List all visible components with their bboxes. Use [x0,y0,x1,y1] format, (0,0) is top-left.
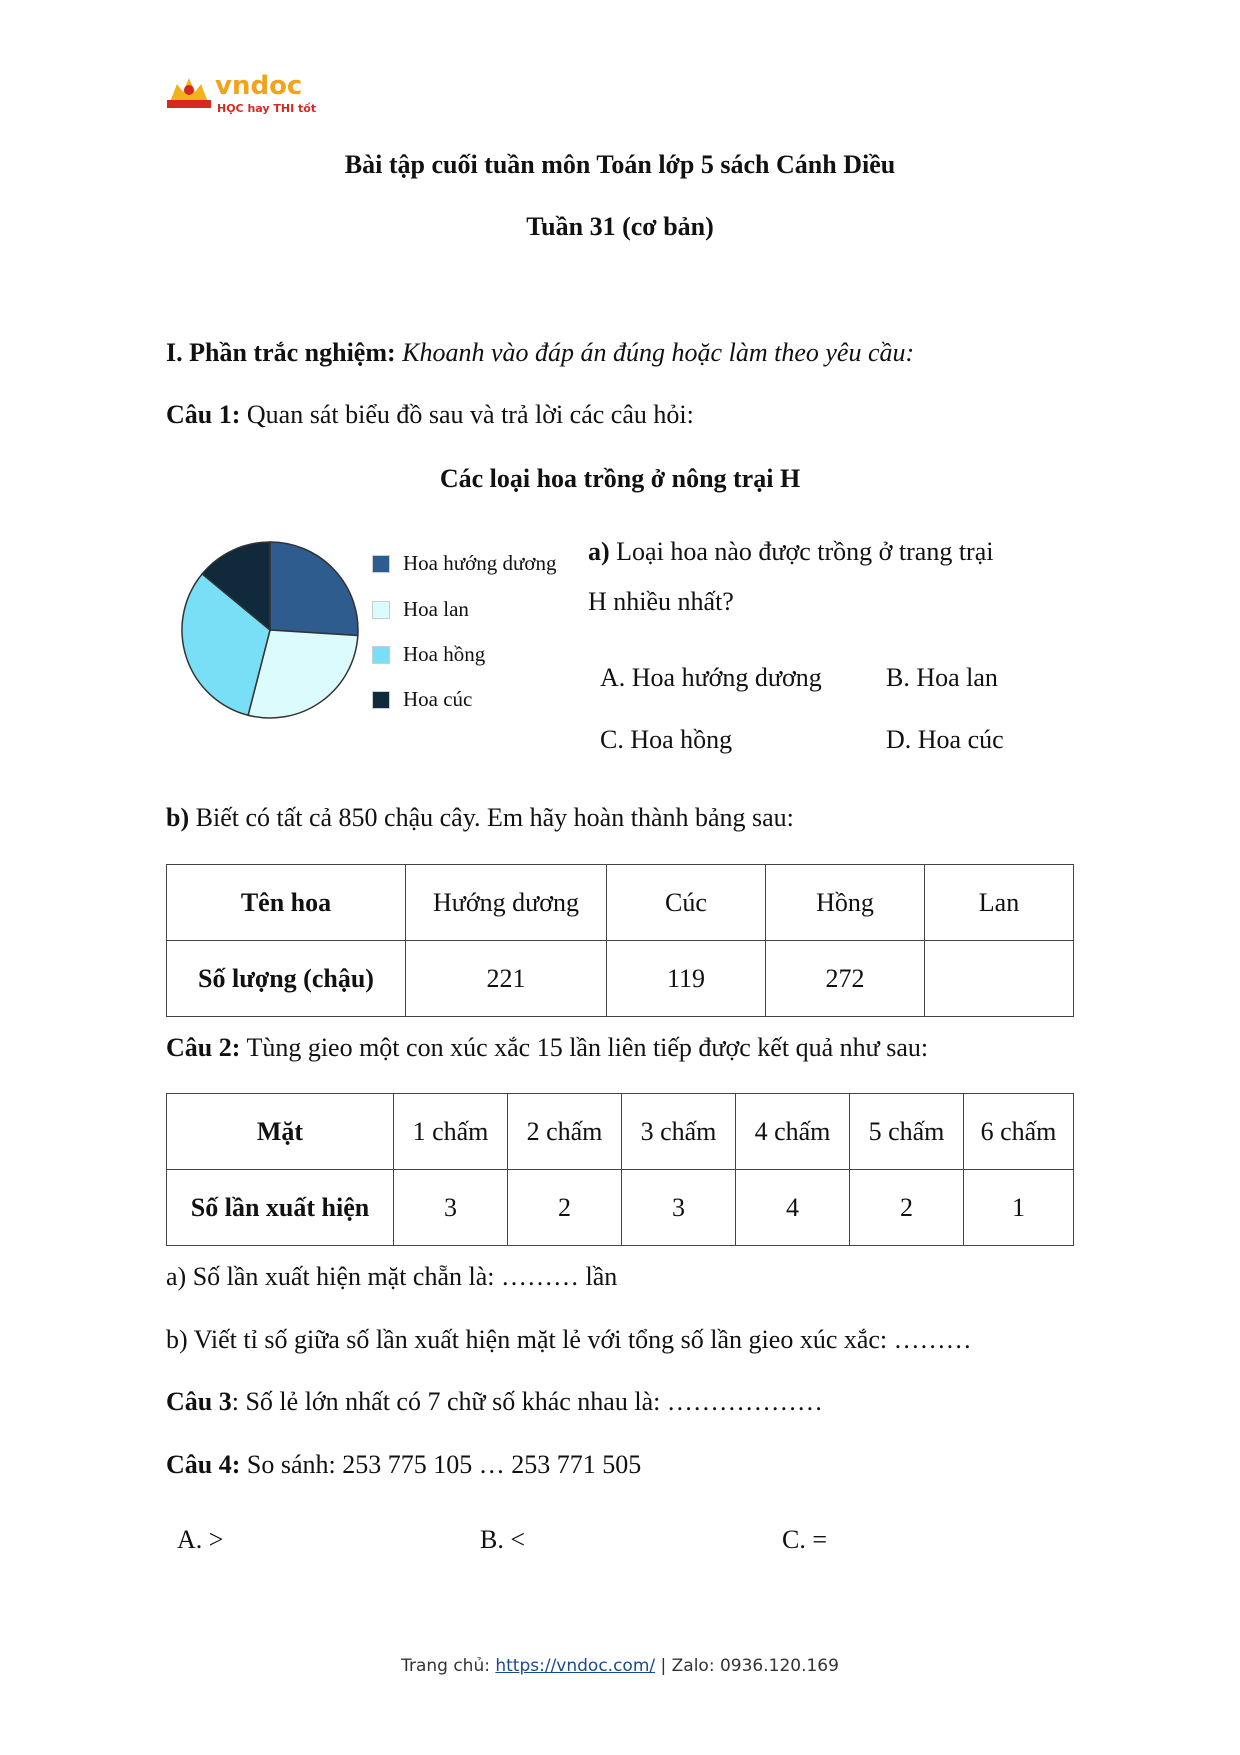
option-1a-a[interactable]: A. Hoa hướng dương [600,663,822,692]
question-3-label: Câu 3 [166,1387,232,1416]
flower-table [166,864,1074,1017]
logo-brand: vndoc [215,71,303,101]
table-cell: Số lần xuất hiện [167,1170,394,1246]
answer-cell-lan[interactable] [925,941,1074,1017]
legend-item-rose [372,642,485,667]
question-1b-label: b) [166,803,190,832]
footer-prefix: Trang chủ: [401,1656,496,1676]
question-1 [166,400,694,430]
table-cell: 3 [622,1170,736,1246]
legend-item-sunflower [372,551,556,576]
table-row [167,1094,1074,1170]
question-1-text: Quan sát biểu đồ sau và trả lời các câu hỏi: [246,400,694,429]
table-cell: 3 [394,1170,508,1246]
table-cell: 2 chấm [508,1094,622,1170]
legend-item-chrysanthemum [372,687,472,712]
section-instruction: Khoanh vào đáp án đúng hoặc làm theo yêu cầu: [402,338,915,367]
pie-chart [176,536,364,724]
option-1a-c[interactable]: C. Hoa hồng [600,725,733,754]
table-cell: 5 chấm [850,1094,964,1170]
question-2-text: Tùng gieo một con xúc xắc 15 lần liên tiếp được kết quả như sau: [246,1033,929,1062]
question-2a: a) Số lần xuất hiện mặt chẵn là: ……… lần [166,1262,618,1291]
option-1a-b[interactable]: B. Hoa lan [886,663,998,692]
dice-table [166,1093,1074,1246]
table-cell: 221 [406,941,607,1017]
table-cell: Hướng dương [406,865,607,941]
legend-label-sunflower: Hoa hướng dương [403,551,557,575]
table-cell: 4 chấm [736,1094,850,1170]
question-1-label: Câu 1: [166,400,241,429]
table-cell: 3 chấm [622,1094,736,1170]
table-cell: 1 chấm [394,1094,508,1170]
legend-label-rose: Hoa hồng [403,642,486,666]
question-4-label: Câu 4: [166,1450,241,1479]
legend-label-chrysanthemum: Hoa cúc [403,687,473,711]
page-title: Bài tập cuối tuần môn Toán lớp 5 sách Cánh Diều [344,150,896,179]
question-1b [166,803,794,833]
question-1a [588,537,993,567]
question-2 [166,1033,928,1063]
table-cell: 4 [736,1170,850,1246]
table-cell: Tên hoa [167,865,406,941]
table-cell: 2 [508,1170,622,1246]
question-2-label: Câu 2: [166,1033,241,1062]
table-cell: 1 [964,1170,1074,1246]
option-4-a[interactable]: A. > [177,1525,224,1554]
table-cell: 2 [850,1170,964,1246]
legend-swatch-orchid [372,601,390,619]
table-cell: Số lượng (chậu) [167,941,406,1017]
table-row [167,1170,1074,1246]
page-subtitle: Tuần 31 (cơ bản) [526,212,714,241]
table-cell: 6 chấm [964,1094,1074,1170]
question-1b-text: Biết có tất cả 850 chậu cây. Em hãy hoàn thành bảng sau: [195,803,794,832]
question-4 [166,1450,641,1480]
table-cell: Cúc [607,865,766,941]
table-row [167,941,1074,1017]
table-cell: Mặt [167,1094,394,1170]
legend-label-orchid: Hoa lan [403,597,469,621]
question-2b: b) Viết tỉ số giữa số lần xuất hiện mặt lẻ với tổng số lần gieo xúc xắc: ……… [166,1325,972,1354]
question-3-text: : Số lẻ lớn nhất có 7 chữ số khác nhau là: ……………… [231,1387,823,1416]
question-4-text: So sánh: 253 775 105 … 253 771 505 [246,1450,642,1479]
logo-tagline: HỌC hay THI tốt [217,102,317,115]
option-1a-d[interactable]: D. Hoa cúc [886,725,1004,754]
legend-swatch-rose [372,646,390,664]
table-cell: 272 [766,941,925,1017]
table-row [167,865,1074,941]
question-1a-text: Loại hoa nào được trồng ở trang trại [616,537,994,566]
chart-title: Các loại hoa trồng ở nông trại H [439,464,801,493]
table-cell: 119 [607,941,766,1017]
table-cell: Hồng [766,865,925,941]
section-label: I. Phần trắc nghiệm: [166,338,396,367]
question-1a-label: a) [588,537,610,566]
footer-suffix: | Zalo: 0936.120.169 [655,1656,839,1676]
section-heading [166,338,914,368]
footer-link[interactable]: https://vndoc.com/ [495,1656,656,1676]
legend-item-orchid [372,597,469,622]
option-4-c[interactable]: C. = [782,1525,828,1554]
legend-swatch-chrysanthemum [372,691,390,709]
footer [0,1656,1240,1676]
vndoc-logo [165,70,325,120]
table-cell: Lan [925,865,1074,941]
legend-swatch-sunflower [372,555,390,573]
question-1a-text-cont: H nhiều nhất? [588,587,734,616]
pie-slice-sunflower [270,542,358,636]
question-3 [166,1387,823,1417]
option-4-b[interactable]: B. < [480,1525,526,1554]
